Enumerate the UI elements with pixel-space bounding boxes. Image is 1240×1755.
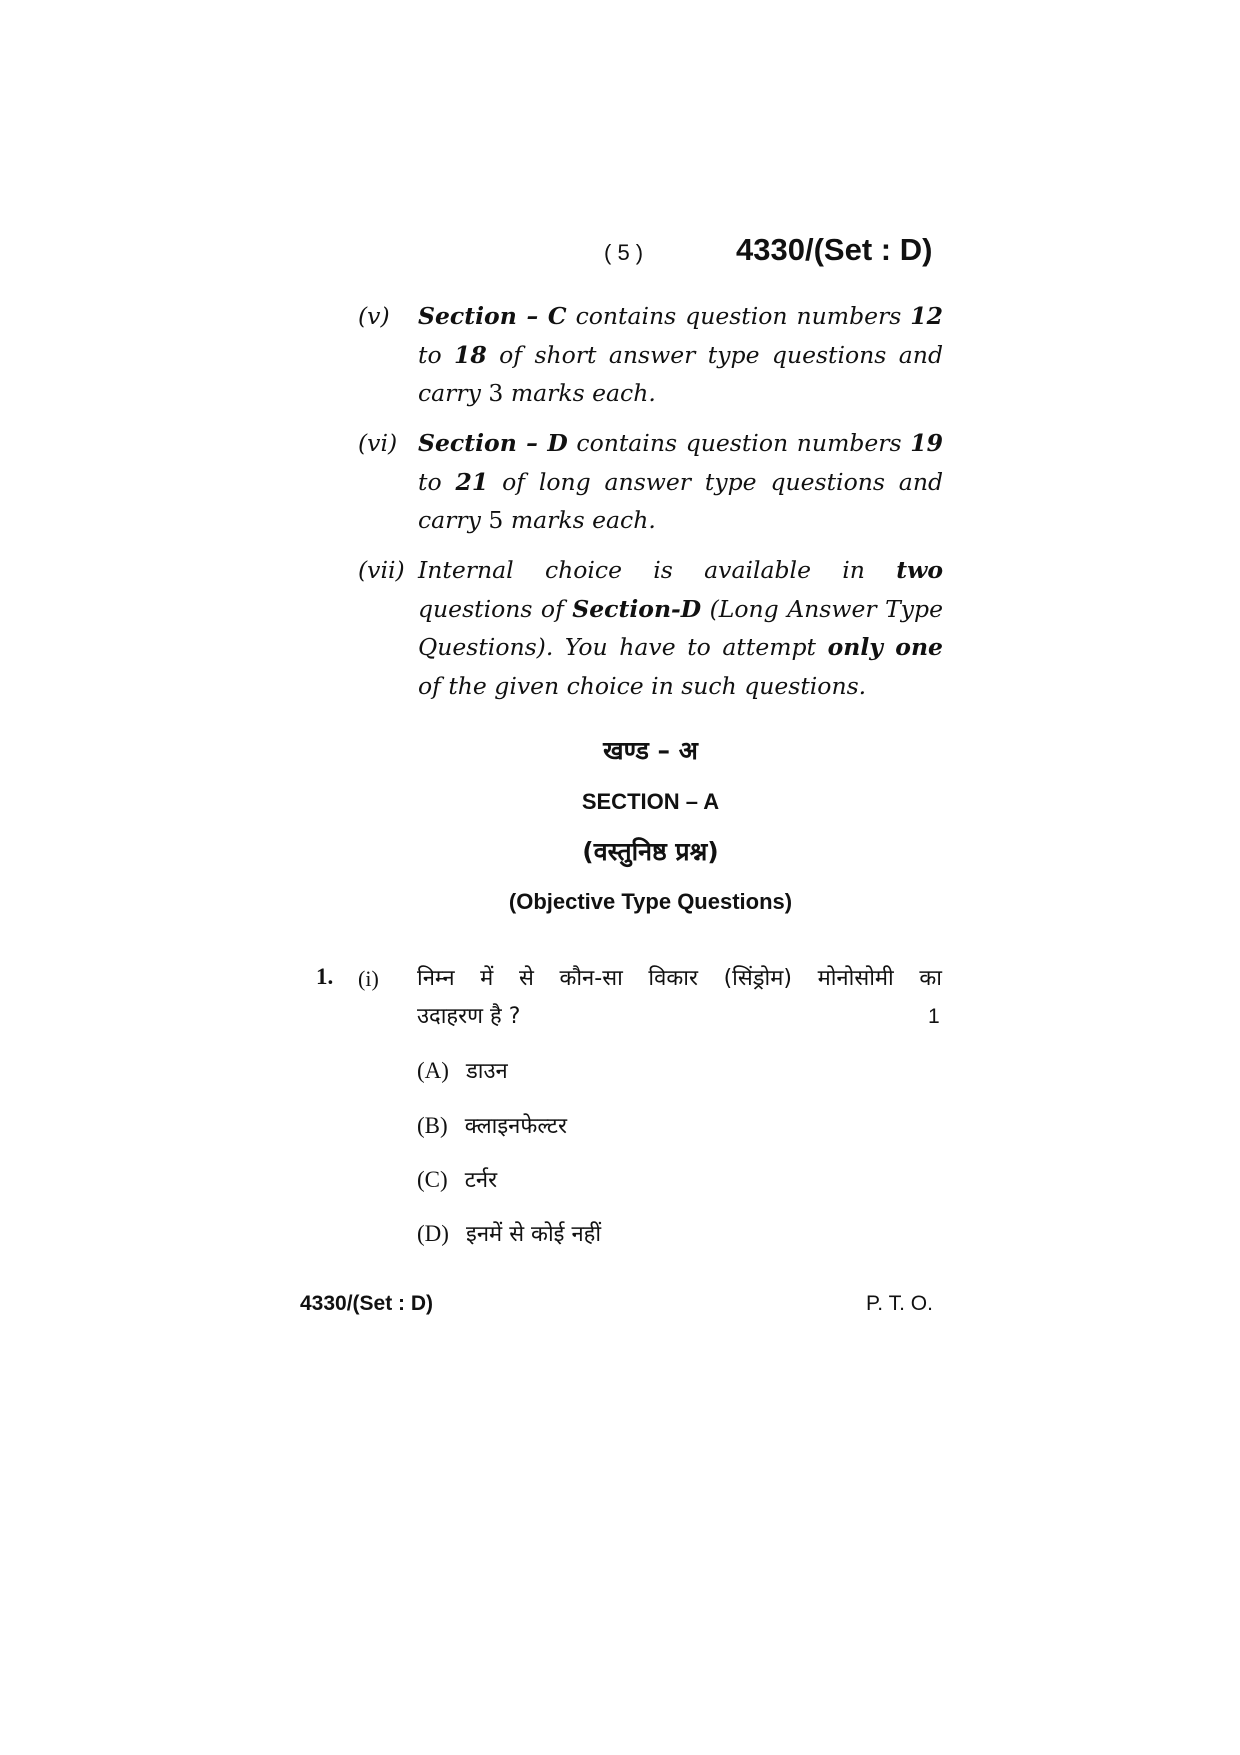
section-title-hindi: खण्ड – अ bbox=[603, 736, 698, 765]
option-item bbox=[417, 1110, 567, 1140]
question-part: (i) bbox=[358, 966, 379, 991]
option-text: टर्नर bbox=[464, 1168, 498, 1193]
option-item bbox=[417, 1164, 497, 1194]
option-text: क्लाइनफेल्टर bbox=[464, 1114, 568, 1139]
option-text: इनमें से कोई नहीं bbox=[466, 1222, 602, 1247]
section-title: SECTION – A bbox=[581, 789, 720, 814]
option-text: डाउन bbox=[466, 1059, 508, 1084]
option-label: (B) bbox=[417, 1113, 448, 1138]
option-label: (A) bbox=[417, 1058, 449, 1083]
instruction-item bbox=[358, 297, 943, 413]
page-number: ( 5 ) bbox=[604, 240, 644, 265]
footer-paper-code: 4330/(Set : D) bbox=[300, 1292, 434, 1315]
question-marks: 1 bbox=[928, 1005, 940, 1028]
option-label: (D) bbox=[417, 1221, 449, 1246]
section-subtitle: (Objective Type Questions) bbox=[508, 889, 793, 914]
question-text-line2: उदाहरण है ? bbox=[417, 1004, 521, 1029]
option-label: (C) bbox=[417, 1167, 448, 1192]
option-item bbox=[417, 1055, 508, 1085]
instruction-item bbox=[358, 424, 943, 540]
instruction-text: Internal choice is available in two questions of Section-D (Long Answer Type Questions). You have to attempt only one of the given choice in such questions. bbox=[418, 556, 943, 700]
footer-pto: P. T. O. bbox=[866, 1292, 933, 1315]
section-subtitle-hindi: (वस्तुनिष्ठ प्रश्न) bbox=[582, 837, 719, 866]
instruction-text: Section – C contains question numbers 12 to 18 of short answer type questions and carry 3 marks each. bbox=[418, 302, 943, 407]
instruction-text: Section – D contains question numbers 19 to 21 of long answer type questions and carry 5 marks each. bbox=[418, 429, 943, 534]
instruction-number: (vi) bbox=[358, 429, 398, 457]
option-item bbox=[417, 1218, 601, 1248]
question-text-line1: निम्न में से कौन-सा विकार (सिंड्रोम) मोनोसोमी का bbox=[417, 966, 942, 991]
paper-code-header: 4330/(Set : D) bbox=[736, 232, 933, 267]
question-number: 1. bbox=[316, 964, 334, 989]
instruction-item bbox=[358, 551, 943, 705]
instruction-number: (vii) bbox=[358, 556, 405, 584]
instruction-number: (v) bbox=[358, 302, 390, 330]
